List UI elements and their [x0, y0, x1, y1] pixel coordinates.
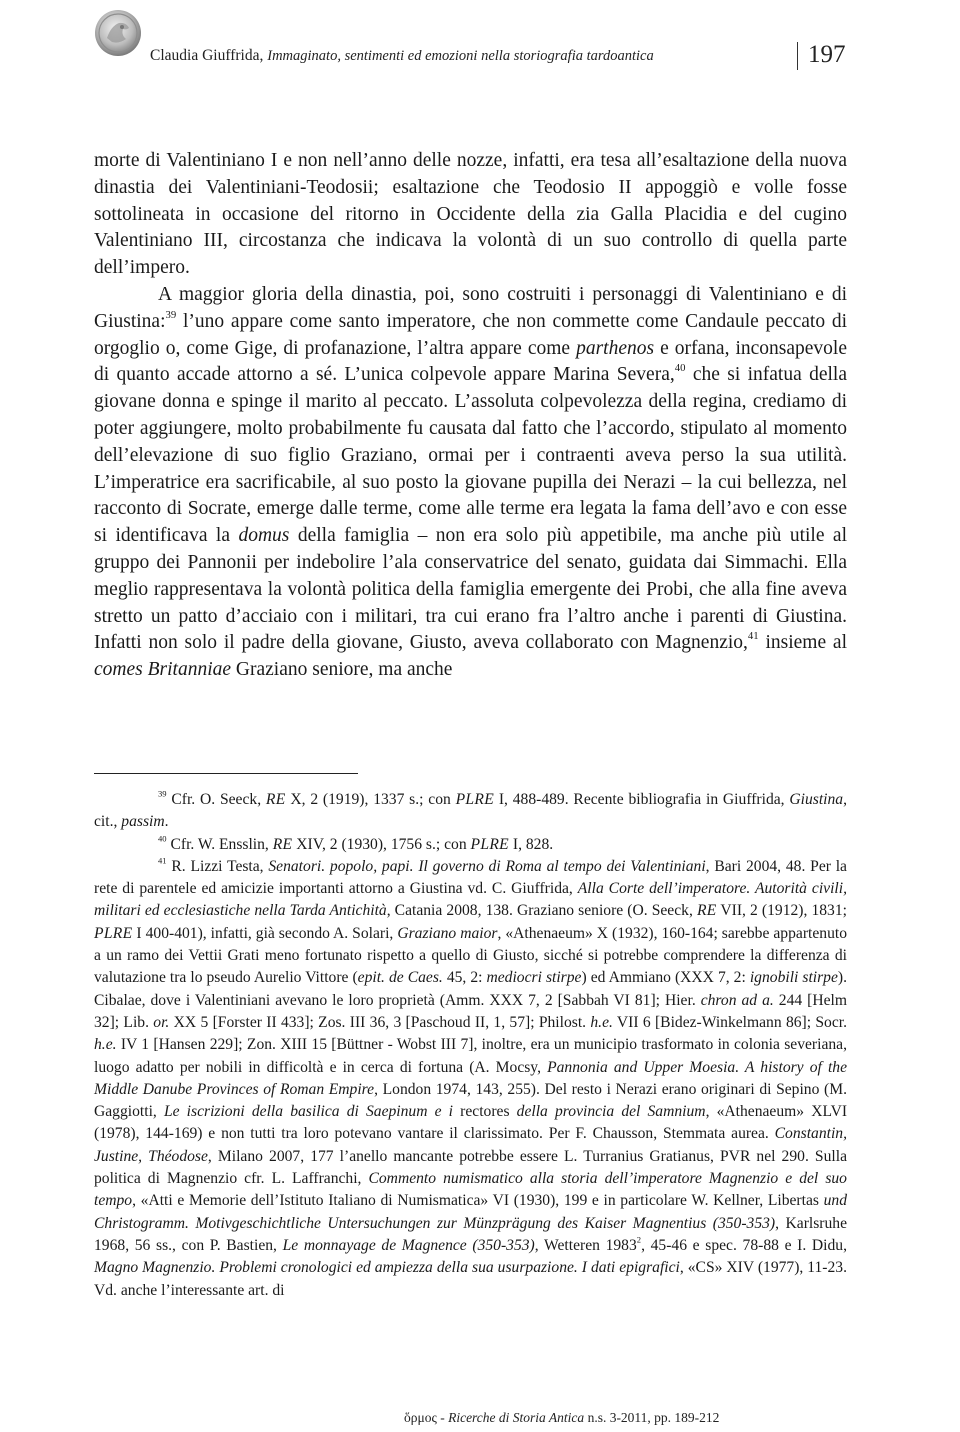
header-divider [797, 42, 798, 70]
header-author: Claudia Giuffrida, [150, 47, 264, 64]
footnote-41: $^{41}$ R. Lizzi Testa, Senatori. popolo, papi. Il governo di Roma al tempo dei Valentiniani, Bari 2004, 48. Per la rete di parentele ed amicizie importanti attorno a Giustina vd. C. Giuffrida, Alla Corte dell’imperatore. Autorità civili, militari ed ecclesiastiche nella Tarda Antichità, Catania 2008, 138. Graziano seniore (O. Seeck, RE VII, 2 (1912), 1831; PLRE I 400-401), infatti, già secondo A. Solari, Graziano maior, «Athenaeum» X (1932), 160-164; sarebbe appartenuto a un ramo dei Vettii Grati meno fortunato rispetto a quello di Giusto, sicché si potrebbe comprendere la differenza di valutazione tra lo pseudo Aurelio Vittore (epit. de Caes. 45, 2: mediocri stirpe) ed Ammiano (XXX 7, 2: ignobili stirpe). Cibalae, dove i Valentiniani avevano le loro proprietà (Amm. XXX 7, 2 [Sabbah VI 81]; Hier. chron ad a. 244 [Helm 32]; Lib. or. XX 5 [Forster II 433]; Zos. III 36, 3 [Paschoud II, 1, 57]; Philost. h.e. VII 6 [Bidez-Winkelmann 86]; Socr. h.e. IV 1 [Hansen 229]; Zon. XIII 15 [Büttner - Wobst III 7], inoltre, era un municipio trasformato in colonia severiana, luogo adatto per nobili in difficoltà e in cerca di fortuna (A. Mocsy, Pannonia and Upper Moesia. A history of the Middle Danube Provinces of Roman Empire, London 1974, 143, 255). Del resto i Nerazi erano originari di Sepino (M. Gaggiotti, Le iscrizioni della basilica di Saepinum e i rectores della provincia del Samnium, «Athenaeum» XLVI (1978), 144-169) e non tutti tra loro potevano vantare il clarissimato. Per F. Chausson, Stemmata aurea. Constantin, Justine, Théodose, Milano 2007, 177 l’anello mancante potrebbe essere L. Turranius Gratianus, PVR nel 290. Sulla politica di Magnenzio cfr. L. Laffranchi, Commento numismatico alla storia dell’imperatore Magnenzio e del suo tempo, «Atti e Memorie dell’Istituto Italiano di Numismatica» VI (1930), 199 e in particolare W. Kellner, Libertas und Christogramm. Motivgeschichtliche Untersuchungen zur Münzprägung des Kaiser Magnentius (350-353), Karlsruhe 1968, 56 ss., con P. Bastien, Le monnayage de Magnence (350-353), Wetteren 1983$^2$, 45-46 e spec. 78-88 e I. Didu, Magno Magnenzio. Problemi cronologici ed ampiezza della sua usurpazione. I dati epigrafici, «CS» XIV (1977), 11-23. Vd. anche l’interessante art. di [94, 855, 848, 1299]
coin-logo-icon [93, 8, 143, 58]
body-text [94, 148, 847, 684]
page-number: 197 [808, 41, 846, 68]
footnote-39: $^{39}$ Cfr. O. Seeck, RE X, 2 (1919), 1337 s.; con PLRE I, 488-489. Recente bibliografia in Giuffrida, Giustina, cit., passim. [94, 788, 847, 831]
journal-issue: n.s. 3-2011, pp. 189-212 [584, 1410, 720, 1425]
journal-series: Ricerche di Storia Antica [448, 1410, 585, 1425]
footnote-separator [94, 773, 358, 774]
footnotes [94, 789, 847, 1302]
footnote-40: $^{40}$ Cfr. W. Ensslin, RE XIV, 2 (1930), 1756 s.; con PLRE I, 828. [158, 833, 554, 853]
paragraph-2: A maggior gloria della dinastia, poi, sono costruiti i personaggi di Valentiniano e di Giustina:$^{39}$ l’uno appare come santo imperatore, che non commette come Candaule peccato di orgoglio o, come Gige, di profanazione, l’altra appare come parthenos e orfana, inconsapevole di quanto accade attorno a sé. L’unica colpevole appare Marina Severa,$^{40}$ che si infatua della giovane donna e spinge il marito al peccato. L’assoluta colpevolezza della regina, crediamo di poter aggiungere, molto probabilmente fu causata dal fatto che l’accordo, stipulato al momento dell’elevazione di suo figlio Graziano, ormai per i contraenti aveva perso la sua utilità. L’imperatrice era sacrificabile, al suo posto la giovane pupilla dei Nerazi – la cui bellezza, nel racconto di Socrate, emerge dalle terme, come alle terme era legata la fama dell’avo e con esse si identificava la domus della famiglia – non era solo più appetibile, ma anche più utile al gruppo dei Pannonii per indebolire l’ala conservatrice del senato, guidata dai Simmachi. Ella meglio rappresentava la volontà politica della famiglia emergente dei Probi, che alla fine aveva stretto un patto d’acciaio con i militari, tra cui erano fra l’altro anche i parenti di Giustina. Infatti non solo il padre della giovane, Giusto, aveva collaborato con Magnenzio,$^{41}$ insieme al comes Britanniae Graziano seniore, ma anche [94, 283, 848, 681]
journal-footer: ὅρμος - Ricerche di Storia Antica n.s. 3-2011, pp. 189-212 [404, 1410, 720, 1425]
footnote-ref-41[interactable]: 41 [747, 630, 759, 643]
footnote-ref-40[interactable]: 40 [674, 362, 686, 375]
footnote-ref-39[interactable]: 39 [165, 308, 177, 321]
paragraph-1: morte di Valentiniano I e non nell’anno delle nozze, infatti, era tesa all’esaltazione della nuova dinastia dei Valentiniani-Teodosii; esaltazione che Teodosio II appoggiò e volle fosse sottolineata in occasione del ritorno in Occidente della zia Galla Placidia e del cugino Valentiniano III, circostanza che indicava la volontà di un suo controllo di quella parte dell’impero. [94, 150, 847, 279]
running-head [150, 47, 654, 65]
header-article-title: Immaginato, sentimenti ed emozioni nella storiografia tardoantica [267, 48, 654, 64]
journal-name: ὅρμος [404, 1410, 437, 1425]
